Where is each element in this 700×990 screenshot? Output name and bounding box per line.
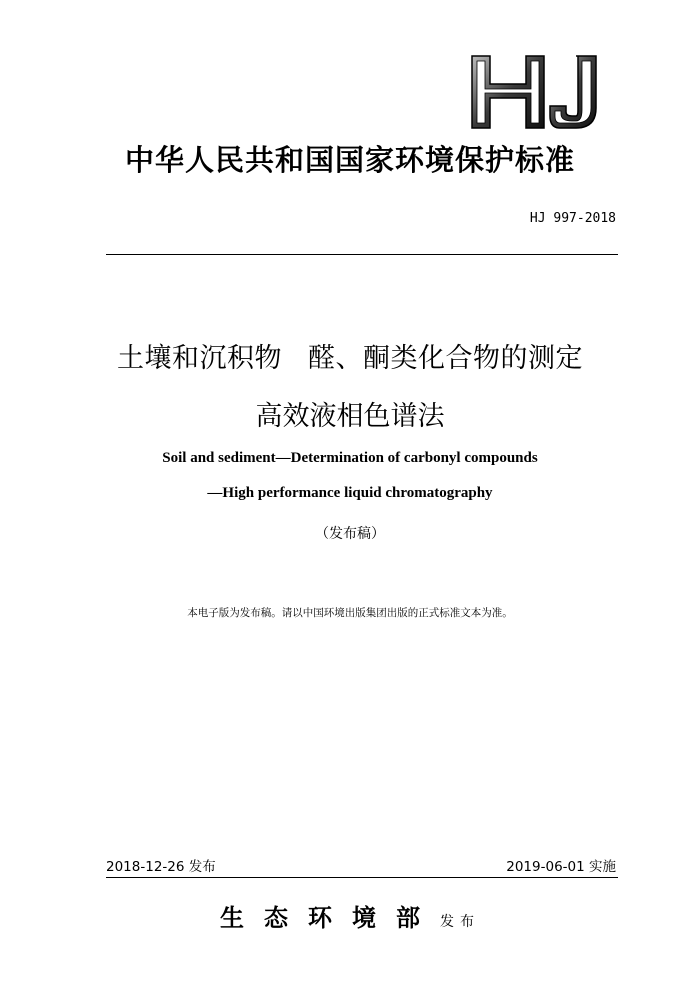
english-title-line-2: —High performance liquid chromatography xyxy=(207,485,493,501)
hj-logo xyxy=(468,52,608,132)
implementation-date: 2019-06-01 实施 xyxy=(506,859,616,875)
publisher-organization: 生态环境部 xyxy=(220,903,440,932)
chinese-title-line-2: 高效液相色谱法 xyxy=(255,401,445,432)
chinese-title-topic: 醛、酮类化合物的测定 xyxy=(308,343,583,374)
logo-letter-j xyxy=(550,56,596,128)
footer-divider xyxy=(106,877,618,878)
hj-logo-icon xyxy=(468,52,608,132)
edition-notice: 本电子版为发布稿。请以中国环境出版集团出版的正式标准文本为准。 xyxy=(187,607,513,619)
issue-date: 2018-12-26 发布 xyxy=(106,859,216,875)
header-divider xyxy=(106,254,618,255)
logo-letter-h xyxy=(472,56,544,128)
english-title-line-1: Soil and sediment—Determination of carbonyl compounds xyxy=(162,450,538,466)
draft-label: （发布稿） xyxy=(315,526,385,542)
chinese-title-subject: 土壤和沉积物 xyxy=(117,343,282,374)
standard-number: HJ 997-2018 xyxy=(529,211,616,226)
publisher-line xyxy=(0,898,700,933)
publisher-suffix: 发布 xyxy=(440,914,480,930)
chinese-title-line-1 xyxy=(0,336,700,375)
ministry-title: 中华人民共和国国家环境保护标准 xyxy=(124,143,575,177)
